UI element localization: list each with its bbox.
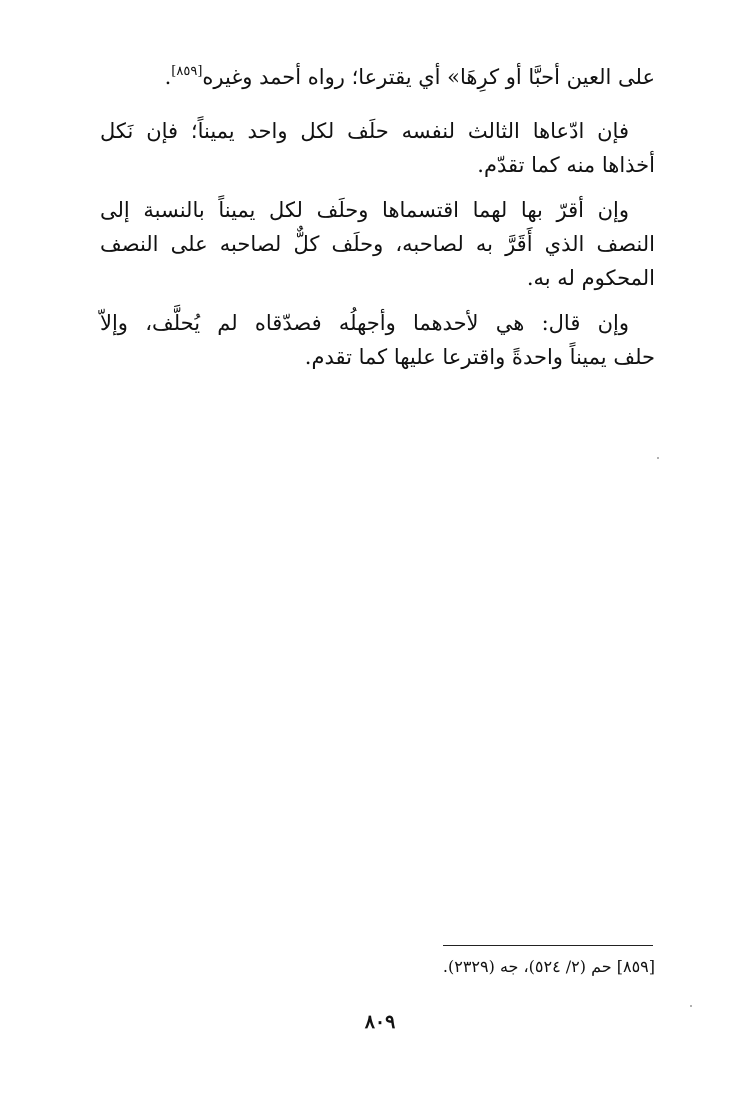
paragraph-line: أخذاها منه كما تقدّم.: [477, 153, 655, 177]
line-text: على العين أحبَّا أو كرِهَا» أي يقترعا؛ رواه أحمد وغيره: [202, 65, 655, 89]
paragraph-4: [100, 306, 655, 374]
paragraph-line: وإن أقرّ بها لهما اقتسماها وحلَف لكل يميناً بالنسبة إلى: [100, 198, 629, 222]
paragraph-line: حلف يميناً واحدةً واقترعا عليها كما تقدم.: [304, 345, 655, 369]
footnote: [٨٥٩] حم (٢/ ٥٢٤)، جه (٢٣٢٩).: [442, 957, 655, 976]
paragraph-line: المحكوم له به.: [526, 266, 655, 290]
paragraph-line: [100, 60, 655, 94]
page-number: ٨٠٩: [364, 1011, 396, 1033]
paragraph-line: النصف الذي أَقَرَّ به لصاحبه، وحلَف كلٌّ لصاحبه على النصف: [100, 232, 655, 256]
footnote-reference: [٨٥٩]: [171, 64, 203, 79]
paragraph-1: [100, 60, 655, 94]
paragraph-3: [100, 193, 655, 295]
paragraph-line: وإن قال: هي لأحدهما وأجهلُه فصدّقاه لم يُحلَّف، وإلاّ: [100, 311, 629, 335]
scan-speck: [690, 1005, 692, 1007]
paragraph-line: فإن ادّعاها الثالث لنفسه حلَف لكل واحد يميناً؛ فإن نَكل: [100, 119, 629, 143]
line-tail: .: [164, 65, 172, 89]
scan-speck: [657, 457, 659, 459]
footnote-separator: [443, 945, 653, 946]
paragraph-2: [100, 114, 655, 182]
